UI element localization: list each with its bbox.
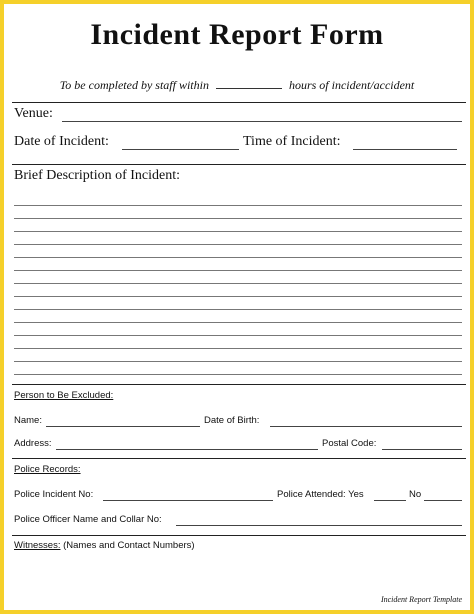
date-of-incident-field[interactable]: [122, 149, 239, 150]
person-excluded-heading: Person to Be Excluded:: [14, 390, 114, 401]
description-line[interactable]: [14, 283, 462, 284]
description-line[interactable]: [14, 309, 462, 310]
divider: [12, 458, 466, 459]
time-of-incident-label: Time of Incident:: [243, 134, 341, 149]
description-line[interactable]: [14, 361, 462, 362]
form-subtitle: [4, 78, 470, 93]
form-title: Incident Report Form: [90, 18, 384, 51]
description-line[interactable]: [14, 348, 462, 349]
address-field[interactable]: [56, 449, 318, 450]
name-label: Name:: [14, 415, 42, 426]
police-incident-no-label: Police Incident No:: [14, 489, 94, 500]
description-line[interactable]: [14, 270, 462, 271]
police-attended-no-field[interactable]: [424, 500, 462, 501]
description-line[interactable]: [14, 374, 462, 375]
hours-blank[interactable]: [216, 78, 282, 89]
description-line[interactable]: [14, 322, 462, 323]
postal-code-field[interactable]: [382, 449, 462, 450]
form-page: [4, 4, 470, 610]
description-line[interactable]: [14, 257, 462, 258]
police-attended-yes-label: Police Attended: Yes: [277, 489, 364, 500]
address-label: Address:: [14, 438, 52, 449]
police-officer-label: Police Officer Name and Collar No:: [14, 514, 162, 525]
name-field[interactable]: [46, 426, 200, 427]
venue-label: Venue:: [14, 106, 53, 121]
description-line[interactable]: [14, 218, 462, 219]
divider: [12, 384, 466, 385]
police-records-heading: Police Records:: [14, 464, 81, 475]
witnesses-label: Witnesses:: [14, 540, 61, 551]
divider: [12, 164, 466, 165]
witnesses-heading: [14, 540, 195, 551]
witnesses-detail: (Names and Contact Numbers): [60, 540, 195, 551]
postal-code-label: Postal Code:: [322, 438, 377, 449]
description-line[interactable]: [14, 296, 462, 297]
police-attended-yes-field[interactable]: [374, 500, 406, 501]
police-officer-field[interactable]: [176, 525, 462, 526]
description-line[interactable]: [14, 244, 462, 245]
date-of-birth-field[interactable]: [270, 426, 462, 427]
subtitle-prefix: To be completed by staff within: [59, 78, 209, 92]
description-line[interactable]: [14, 231, 462, 232]
description-line[interactable]: [14, 335, 462, 336]
date-of-incident-label: Date of Incident:: [14, 134, 109, 149]
police-incident-no-field[interactable]: [103, 500, 273, 501]
police-attended-no-label: No: [409, 489, 422, 500]
subtitle-suffix: hours of incident/accident: [288, 78, 415, 92]
footer-caption: Incident Report Template: [380, 595, 462, 604]
divider: [12, 535, 466, 536]
venue-field[interactable]: [62, 121, 462, 122]
time-of-incident-field[interactable]: [353, 149, 457, 150]
divider: [12, 102, 466, 103]
description-line[interactable]: [14, 205, 462, 206]
brief-description-label: Brief Description of Incident:: [14, 168, 181, 183]
date-of-birth-label: Date of Birth:: [204, 415, 260, 426]
